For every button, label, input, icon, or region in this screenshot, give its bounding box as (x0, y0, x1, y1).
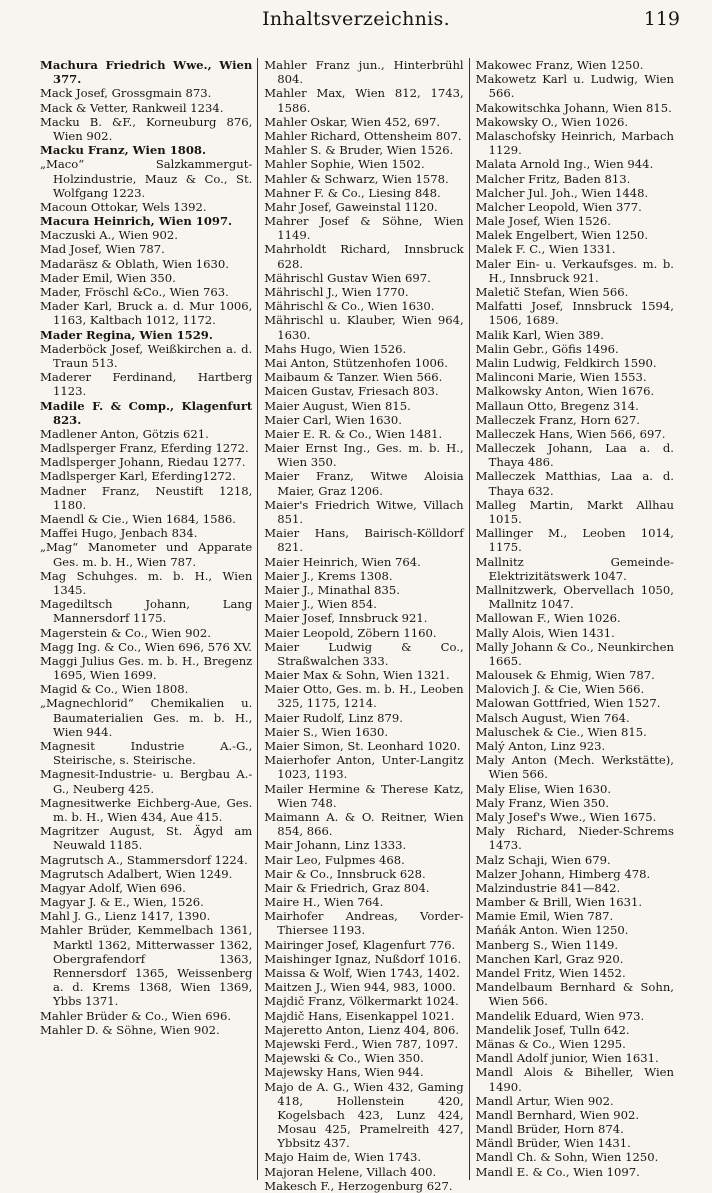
index-entry: Maier S., Wien 1630. (264, 724, 389, 739)
index-entry: Manberg S., Wien 1149. (475, 937, 619, 952)
index-entry: Majdič Franz, Völkermarkt 1024. (264, 994, 459, 1009)
index-entry: Madaräsz & Oblath, Wien 1630. (40, 256, 229, 271)
index-entry: Maimann A. & O. Reitner, Wien 854, 866. (264, 809, 464, 839)
index-entry: Maier J., Minathal 835. (264, 582, 400, 597)
index-column-2 (258, 58, 469, 1193)
index-entry: „Maco“ Salzkammergut-Holzindustrie, Mauz & Co., St. Wolfgang 1223. (40, 157, 253, 200)
index-entry: Mader Regina, Wien 1529. (40, 327, 213, 342)
index-entry: Makowetz Karl u. Ludwig, Wien 566. (475, 72, 674, 101)
index-entry: Malleczek Franz, Horn 627. (475, 412, 640, 427)
index-entry: Mairhofer Andreas, Vorder-Thiersee 1193. (264, 909, 464, 938)
index-entry: Mag Schuhges. m. b. H., Wien 1345. (40, 568, 253, 597)
index-entry: Malcher Jul. Joh., Wien 1448. (475, 185, 649, 200)
index-entry: Magrutsch Adalbert, Wien 1249. (40, 866, 233, 881)
index-entry: Macura Heinrich, Wien 1097. (40, 214, 233, 229)
index-entry: Magnesitwerke Eichberg-Aue, Ges. m. b. H., Wien 434, Aue 415. (40, 795, 253, 824)
index-entry: Mandl Brüder, Horn 874. (475, 1122, 624, 1137)
index-entry: Mad Josef, Wien 787. (40, 242, 165, 257)
index-entry: Maly Anton (Mech. Werkstätte), Wien 566. (475, 753, 674, 782)
index-entry: Manchen Karl, Graz 920. (475, 951, 624, 966)
index-entry: Mahler Sophie, Wien 1502. (264, 157, 425, 172)
index-entry: Mandl E. & Co., Wien 1097. (475, 1164, 640, 1179)
index-entry: Mallaun Otto, Bregenz 314. (475, 398, 639, 413)
index-entry: Mader Emil, Wien 350. (40, 270, 176, 285)
index-entry: Maffei Hugo, Jenbach 834. (40, 526, 198, 541)
index-entry: Mairinger Josef, Klagenfurt 776. (264, 937, 456, 952)
index-entry: Maier Hans, Bairisch-Kölldorf 821. (264, 526, 464, 555)
index-entry: Magritzer August, St. Ägyd am Neuwald 1185. (40, 824, 253, 853)
index-entry: Mandl Artur, Wien 902. (475, 1093, 614, 1108)
index-entry: Maier Otto, Ges. m. b. H., Leoben 325, 1175, 1214. (264, 682, 464, 711)
index-entry: Maishinger Ignaz, Nußdorf 1016. (264, 951, 462, 966)
index-entry: Magyar Adolf, Wien 696. (40, 880, 186, 895)
index-entry: Malek F. C., Wien 1331. (475, 242, 616, 257)
index-entry: Mańák Anton. Wien 1250. (475, 923, 629, 938)
index-entry: Magyar J. & E., Wien, 1526. (40, 895, 204, 910)
index-entry: Mandl Ch. & Sohn, Wien 1250. (475, 1150, 659, 1165)
index-entry: Mahs Hugo, Wien 1526. (264, 341, 407, 356)
index-entry: Mandelbaum Bernhard & Sohn, Wien 566. (475, 980, 674, 1009)
index-entry: Majoran Helene, Villach 400. (264, 1164, 437, 1179)
index-entry: Mack Josef, Grossgmain 873. (40, 86, 212, 101)
index-entry: Majeretto Anton, Lienz 404, 806. (264, 1022, 460, 1037)
index-entry: Machura Friedrich Wwe., Wien 377. (40, 58, 253, 87)
index-entry: Maly Richard, Nieder-Schrems 1473. (475, 824, 674, 853)
index-entry: Maier Rudolf, Linz 879. (264, 710, 403, 725)
index-entry: Male Josef, Wien 1526. (475, 214, 611, 229)
index-entry: Mailer Hermine & Therese Katz, Wien 748. (264, 781, 464, 810)
index-entry: Mair Leo, Fulpmes 468. (264, 852, 405, 867)
page-header (0, 8, 712, 36)
index-entry: Malz Schaji, Wien 679. (475, 852, 611, 867)
index-entry: Malleczek Hans, Wien 566, 697. (475, 426, 666, 441)
index-columns (40, 58, 674, 1193)
index-entry: Malcher Fritz, Baden 813. (475, 171, 631, 186)
index-entry: Mamber & Brill, Wien 1631. (475, 895, 643, 910)
index-entry: Mallnitzwerk, Obervellach 1050, Mallnitz 1047. (475, 582, 674, 612)
index-entry: Mahler & Schwarz, Wien 1578. (264, 171, 449, 186)
index-entry: Makowitschka Johann, Wien 815. (475, 100, 672, 115)
index-entry: Mändl Brüder, Wien 1431. (475, 1136, 631, 1151)
index-entry: Malek Engelbert, Wien 1250. (475, 228, 649, 243)
index-entry: Majewsky Hans, Wien 944. (264, 1065, 424, 1080)
index-entry: Mährischl & Co., Wien 1630. (264, 299, 435, 314)
index-entry: Mährischl u. Klauber, Wien 964, 1630. (264, 313, 464, 342)
index-entry: Mallinger M., Leoben 1014, 1175. (475, 526, 674, 555)
index-entry: Magnesit Industrie A.-G., Steirische, s. Steirische. (40, 739, 253, 768)
index-entry: Malleczek Johann, Laa a. d. Thaya 486. (475, 441, 674, 470)
index-entry: Madlener Anton, Götzis 621. (40, 426, 209, 441)
index-entry: Malzindustrie 841—842. (475, 880, 621, 895)
index-entry: Mahler Brüder & Co., Wien 696. (40, 1008, 232, 1023)
index-entry: Maire H., Wien 764. (264, 895, 384, 910)
index-entry: Maier J., Wien 854. (264, 597, 377, 612)
index-entry: Malzer Johann, Himberg 478. (475, 866, 651, 881)
index-entry: Makowsky O., Wien 1026. (475, 114, 629, 129)
index-entry: Magerstein & Co., Wien 902. (40, 625, 211, 640)
index-entry: Maier E. R. & Co., Wien 1481. (264, 426, 443, 441)
index-entry: Majo de A. G., Wien 432, Gaming 418, Hollenstein 420, Kogelsbach 423, Lunz 424, Mosau 425, Pramelreith 427, Ybbsitz 437. (264, 1079, 464, 1151)
index-entry: Malin Ludwig, Feldkirch 1590. (475, 355, 657, 370)
index-entry: Magnesit-Industrie- u. Bergbau A.-G., Neuberg 425. (40, 767, 253, 796)
index-entry: Madlsperger Franz, Eferding 1272. (40, 441, 249, 456)
index-entry: Mahler D. & Söhne, Wien 902. (40, 1022, 220, 1037)
index-entry: Mandl Adolf junior, Wien 1631. (475, 1051, 659, 1066)
index-entry: Maggi Julius Ges. m. b. H., Bregenz 1695, Wien 1699. (40, 653, 253, 683)
index-entry: Makowec Franz, Wien 1250. (475, 58, 644, 72)
index-entry: Mair & Friedrich, Graz 804. (264, 880, 430, 895)
index-entry: Mährischl Gustav Wien 697. (264, 270, 431, 285)
index-entry: Mahler Franz jun., Hinterbrühl 804. (264, 58, 464, 87)
index-entry: Mandelik Josef, Tulln 642. (475, 1022, 630, 1037)
index-entry: Maler Ein- u. Verkaufsges. m. b. H., Innsbruck 921. (475, 256, 674, 285)
index-entry: Maier Ludwig & Co., Straßwalchen 333. (264, 639, 464, 668)
index-entry: Maissa & Wolf, Wien 1743, 1402. (264, 966, 460, 980)
index-entry: Macku B. &F., Korneuburg 876, Wien 902. (40, 114, 253, 143)
index-entry: Majewski & Co., Wien 350. (264, 1051, 424, 1066)
index-entry: Maly Elise, Wien 1630. (475, 781, 612, 796)
index-entry: Malowan Gottfried, Wien 1527. (475, 696, 661, 711)
index-entry: Malik Karl, Wien 389. (475, 327, 604, 342)
index-entry: Maier Carl, Wien 1630. (264, 412, 402, 427)
index-entry: Mahler S. & Bruder, Wien 1526. (264, 143, 454, 158)
index-entry: Majewski Ferd., Wien 787, 1097. (264, 1036, 459, 1051)
index-entry: Malfatti Josef, Innsbruck 1594, 1506, 1689. (475, 299, 674, 328)
index-entry: Maderböck Josef, Weißkirchen a. d. Traun 513. (40, 341, 253, 370)
index-entry: Maibaum & Tanzer. Wien 566. (264, 370, 443, 385)
index-entry: Maier Leopold, Zöbern 1160. (264, 625, 437, 640)
index-entry: Mährischl J., Wien 1770. (264, 285, 409, 299)
index-entry: Maly Josef's Wwe., Wien 1675. (475, 809, 657, 824)
index-entry: Mair & Co., Innsbruck 628. (264, 866, 426, 881)
index-column-1 (40, 58, 258, 1180)
index-entry: Magediltsch Johann, Lang Mannersdorf 1175. (40, 597, 253, 626)
index-entry: Maier J., Krems 1308. (264, 568, 393, 583)
index-entry: „Magnechlorid“ Chemikalien u. Baumaterialien Ges. m. b. H., Wien 944. (40, 696, 253, 739)
index-entry: Mallnitz Gemeinde-Elektrizitätswerk 1047. (475, 554, 674, 583)
index-entry: Maitzen J., Wien 944, 983, 1000. (264, 980, 456, 995)
index-entry: Madlsperger Johann, Riedau 1277. (40, 455, 246, 470)
index-entry: Mallowan F., Wien 1026. (475, 611, 621, 626)
index-entry: Mair Johann, Linz 1333. (264, 838, 407, 853)
index-entry: Mahler Max, Wien 812, 1743, 1586. (264, 86, 464, 115)
index-entry: Maletič Stefan, Wien 566. (475, 285, 629, 299)
index-entry: Magrutsch A., Stammersdorf 1224. (40, 852, 248, 867)
index-entry: Madile F. & Comp., Klagenfurt 823. (40, 398, 253, 427)
index-entry: Maczuski A., Wien 902. (40, 228, 178, 243)
index-column-3 (470, 58, 674, 1180)
index-entry: Mandl Bernhard, Wien 902. (475, 1107, 640, 1122)
index-entry: Mack & Vetter, Rankweil 1234. (40, 100, 224, 115)
index-entry: Malleg Martin, Markt Allhau 1015. (475, 497, 674, 526)
index-entry: Mahner F. & Co., Liesing 848. (264, 185, 441, 200)
index-entry: Madlsperger Karl, Eferding1272. (40, 469, 236, 484)
page-number: 119 (643, 8, 680, 30)
index-entry: Maly Franz, Wien 350. (475, 795, 610, 810)
index-entry: Malousek & Ehmig, Wien 787. (475, 668, 655, 683)
index-entry: Mahler Oskar, Wien 452, 697. (264, 114, 441, 129)
index-entry: Mahrer Josef & Söhne, Wien 1149. (264, 214, 464, 243)
index-entry: Majo Haim de, Wien 1743. (264, 1150, 422, 1165)
index-entry: Mader, Fröschl &Co., Wien 763. (40, 285, 229, 299)
index-entry: Maier Simon, St. Leonhard 1020. (264, 739, 461, 753)
index-entry: Mahler Brüder, Kemmelbach 1361, Marktl 1362, Mitterwasser 1362, Obergrafendorf 1363, Rennersdorf 1365, Weissenberg a. d. Krems 1368, Wien 1369, Ybbs 1371. (40, 923, 253, 1009)
index-entry: Mahl J. G., Lienz 1417, 1390. (40, 909, 211, 924)
index-entry: Maier's Friedrich Witwe, Villach 851. (264, 497, 464, 526)
index-entry: Mahr Josef, Gaweinstal 1120. (264, 199, 438, 214)
index-entry: Mai Anton, Stützenhofen 1006. (264, 355, 448, 370)
index-entry: Majdič Hans, Eisenkappel 1021. (264, 1008, 455, 1023)
index-entry: Malaschofsky Heinrich, Marbach 1129. (475, 128, 674, 158)
index-entry: Malsch August, Wien 764. (475, 710, 630, 725)
index-entry: Malkowsky Anton, Wien 1676. (475, 384, 655, 399)
index-entry: Maluschek & Cie., Wien 815. (475, 724, 647, 739)
index-entry: Malin Gebr., Göfis 1496. (475, 341, 619, 356)
index-entry: Maier August, Wien 815. (264, 398, 411, 413)
index-entry: Magid & Co., Wien 1808. (40, 682, 189, 697)
index-entry: Mamie Emil, Wien 787. (475, 909, 614, 924)
index-entry: Mahler Richard, Ottensheim 807. (264, 128, 462, 143)
index-entry: Maier Franz, Witwe Aloisia Maier, Graz 1206. (264, 469, 464, 498)
index-entry: Maier Josef, Innsbruck 921. (264, 611, 428, 626)
index-entry: Mahrholdt Richard, Innsbruck 628. (264, 242, 464, 271)
index-entry: Maicen Gustav, Friesach 803. (264, 384, 439, 399)
index-entry: Maierhofer Anton, Unter-Langitz 1023, 1193. (264, 753, 464, 782)
index-entry: Macoun Ottokar, Wels 1392. (40, 199, 207, 214)
index-entry: Mally Johann & Co., Neunkirchen 1665. (475, 639, 674, 668)
index-entry: Mandelik Eduard, Wien 973. (475, 1008, 645, 1023)
index-entry: Mader Karl, Bruck a. d. Mur 1006, 1163, Kaltbach 1012, 1172. (40, 299, 253, 328)
index-entry: Madner Franz, Neustift 1218, 1180. (40, 483, 253, 512)
index-entry: Malý Anton, Linz 923. (475, 739, 606, 753)
index-entry: Malovich J. & Cie, Wien 566. (475, 682, 645, 697)
index-entry: Maderer Ferdinand, Hartberg 1123. (40, 370, 253, 399)
index-entry: Mally Alois, Wien 1431. (475, 625, 615, 640)
index-entry: Mänas & Co., Wien 1295. (475, 1036, 626, 1051)
index-entry: Malleczek Matthias, Laa a. d. Thaya 632. (475, 469, 674, 498)
index-entry: Maier Heinrich, Wien 764. (264, 554, 421, 569)
index-entry: Malata Arnold Ing., Wien 944. (475, 157, 654, 172)
index-entry: Maendl & Cie., Wien 1684, 1586. (40, 512, 236, 526)
index-entry: Magg Ing. & Co., Wien 696, 576 XV. (40, 639, 252, 654)
index-entry: Malcher Leopold, Wien 377. (475, 199, 642, 214)
index-entry: Mandl Alois & Biheller, Wien 1490. (475, 1065, 674, 1094)
page-title: Inhaltsverzeichnis. (262, 8, 450, 30)
index-entry: Mandel Fritz, Wien 1452. (475, 966, 626, 980)
index-entry: Maier Ernst Ing., Ges. m. b. H., Wien 350. (264, 441, 464, 470)
index-entry: Macku Franz, Wien 1808. (40, 143, 207, 158)
index-entry: „Mag“ Manometer und Apparate Ges. m. b. H., Wien 787. (40, 540, 253, 569)
index-entry: Malinconi Marie, Wien 1553. (475, 370, 647, 385)
index-entry: Makesch F., Herzogenburg 627. (264, 1178, 453, 1193)
index-entry: Maier Max & Sohn, Wien 1321. (264, 668, 450, 683)
